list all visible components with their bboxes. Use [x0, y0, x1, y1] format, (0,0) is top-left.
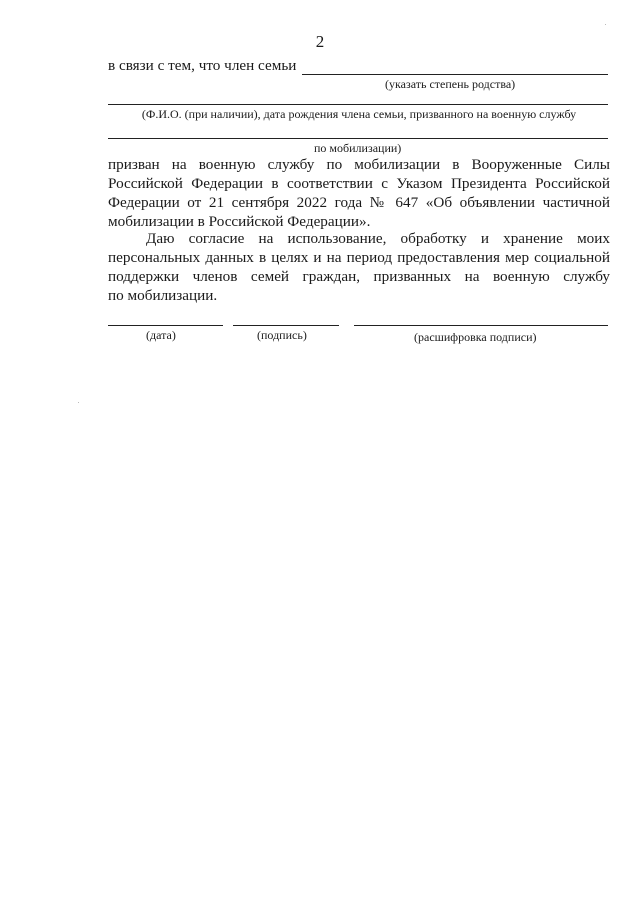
paragraph-line: Федерации от 21 сентября 2022 года № 647 «Об объявлении частичной — [108, 194, 610, 211]
fio-second-fill-line — [108, 138, 608, 139]
decode-fill-line — [354, 325, 608, 326]
scan-speck — [605, 24, 606, 25]
paragraph-consent — [108, 229, 610, 305]
page-number: 2 — [315, 32, 325, 51]
decode-label: (расшифровка подписи) — [414, 330, 537, 344]
paragraph-line: Российской Федерации в соответствии с Указом Президента Российской — [108, 175, 610, 192]
fio-hint-line1: (Ф.И.О. (при наличии), дата рождения члена семьи, призванного на военную службу — [141, 107, 577, 121]
relation-hint: (указать степень родства) — [385, 77, 516, 91]
relation-fill-line — [302, 74, 608, 75]
fio-hint-line2: по мобилизации) — [314, 141, 402, 155]
sign-label: (подпись) — [257, 328, 307, 342]
date-label: (дата) — [146, 328, 176, 342]
fio-fill-line — [108, 104, 608, 105]
date-fill-line — [108, 325, 223, 326]
paragraph-line: персональных данных в целях и на период предоставления мер социальной — [108, 249, 610, 266]
paragraph-line: мобилизации в Российской Федерации». — [108, 213, 371, 230]
relation-prefix: в связи с тем, что член семьи — [108, 57, 297, 74]
paragraph-line: по мобилизации. — [108, 287, 218, 304]
scan-speck — [78, 402, 79, 403]
paragraph-line: Даю согласие на использование, обработку и хранение моих — [146, 230, 610, 247]
paragraph-mobilization — [108, 155, 610, 231]
sign-fill-line — [233, 325, 339, 326]
paragraph-line: поддержки членов семей граждан, призванных на военную службу — [108, 268, 610, 285]
paragraph-line: призван на военную службу по мобилизации в Вооруженные Силы — [108, 156, 610, 173]
